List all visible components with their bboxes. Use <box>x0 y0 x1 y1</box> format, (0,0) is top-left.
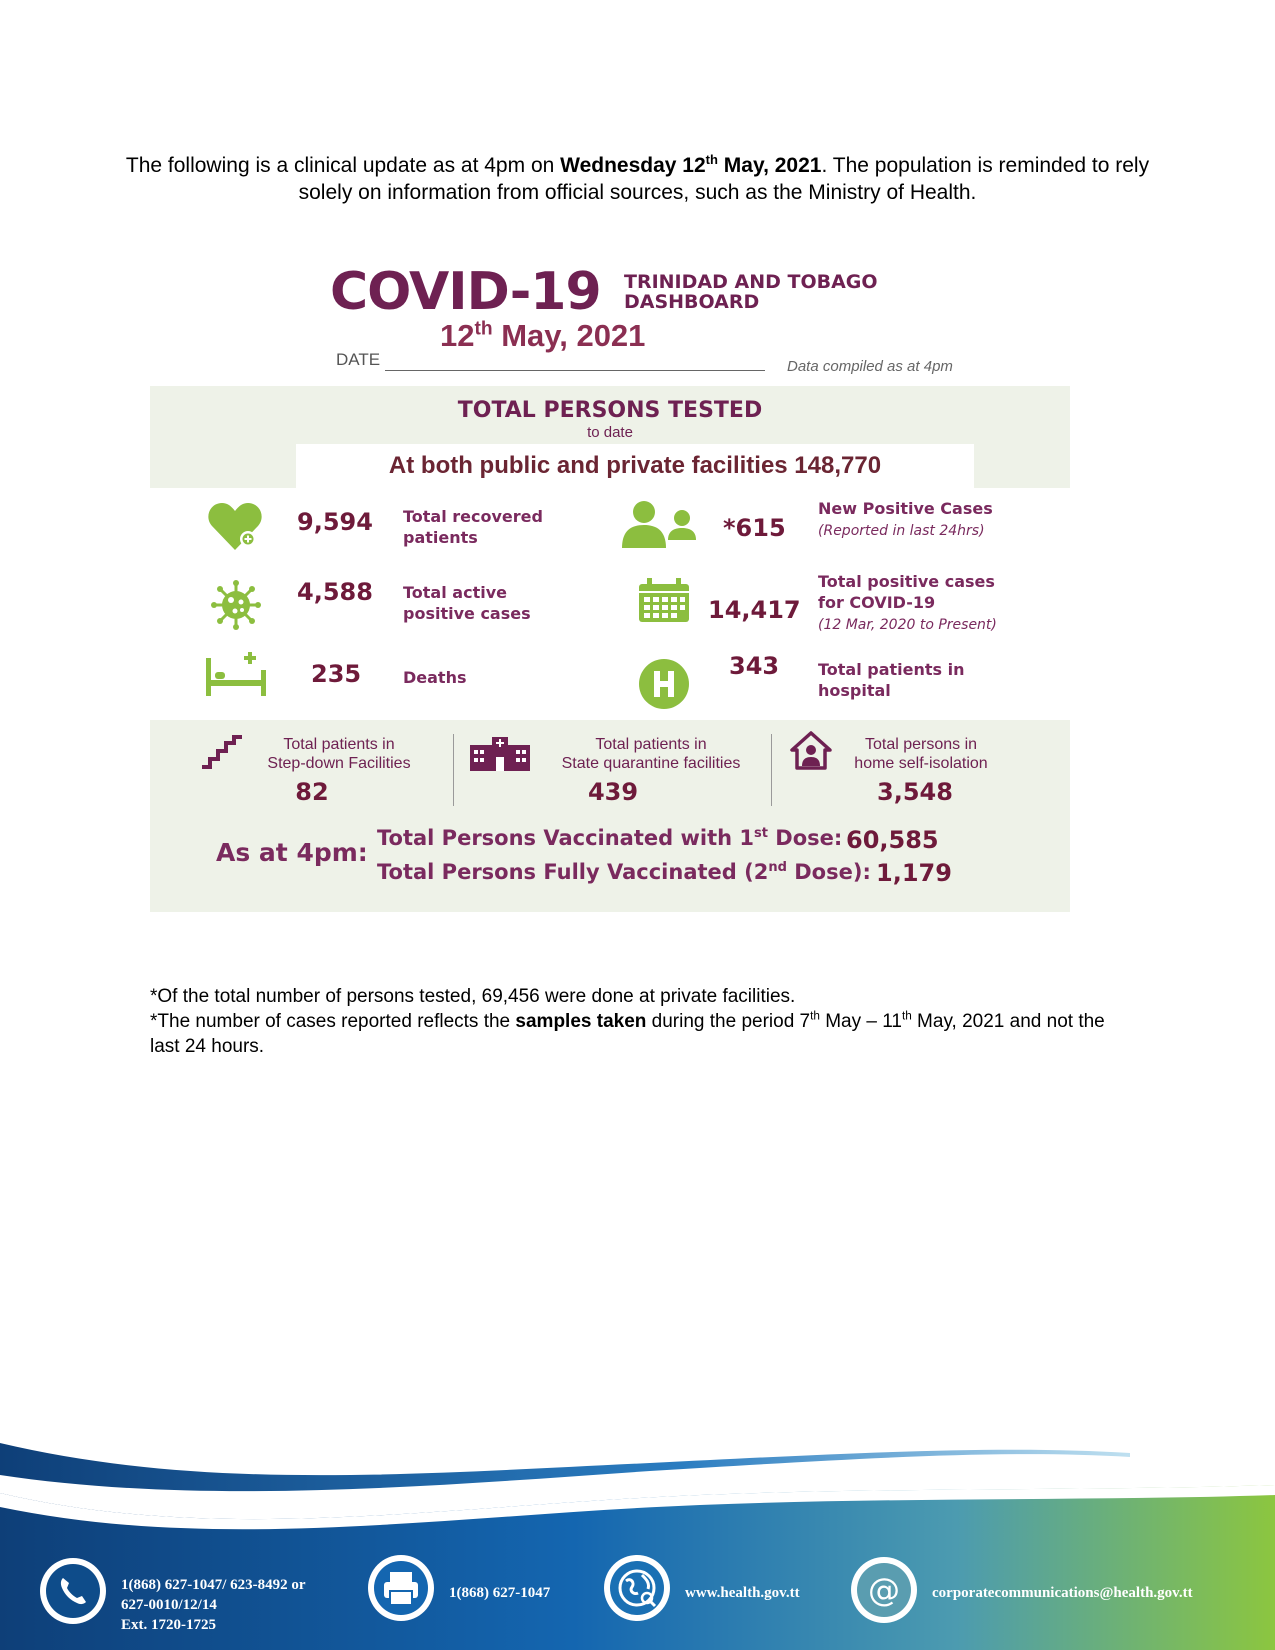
recovered-label <box>403 506 543 548</box>
active-label-1: Total active <box>403 583 507 602</box>
first-dose-label <box>377 826 842 850</box>
footnote-1: *Of the total number of persons tested, 69,456 were done at private facilities. <box>150 986 796 1007</box>
virus-icon <box>211 580 261 630</box>
intro-day-text: Wednesday 12 <box>560 154 706 177</box>
phone-line-2: 627-0010/12/14 <box>121 1597 217 1613</box>
website[interactable]: www.health.gov.tt <box>685 1585 800 1601</box>
fax-number: 1(868) 627-1047 <box>449 1585 551 1601</box>
new-cases-note: (Reported in last 24hrs) <box>818 523 985 539</box>
hospital-label-1: Total patients in <box>818 660 965 679</box>
svg-text:@: @ <box>868 1571 900 1609</box>
intro-day-sup: th <box>705 152 718 167</box>
printer-icon <box>368 1555 434 1621</box>
active-label <box>403 582 531 624</box>
intro-text-2: . The population is reminded to rely solely on information from official sources, such as the Ministry of Health. <box>298 154 1150 204</box>
recovered-label-1: Total recovered <box>403 507 543 526</box>
hospital-label-2: hospital <box>818 681 891 700</box>
phone-circle <box>40 1558 106 1624</box>
total-positive-label <box>818 571 997 636</box>
footnote-2-bold: samples taken <box>515 1011 647 1032</box>
quarantine-building-icon <box>468 735 532 771</box>
footnote-2-e: May, 2021 and not the last 24 hours. <box>150 1011 1105 1057</box>
intro-date-tail: May, 2021 <box>717 154 822 177</box>
compiled-note: Data compiled as at 4pm <box>787 358 953 375</box>
dashboard-date <box>440 318 645 354</box>
quarantine-label <box>540 735 762 773</box>
hospital-label <box>818 659 965 701</box>
deaths-value: 235 <box>311 660 362 688</box>
intro-text-1: The following is a clinical update as at 4pm on <box>125 154 561 177</box>
web-circle <box>604 1555 670 1621</box>
full-dose-value: 1,179 <box>876 859 952 887</box>
intro-paragraph <box>120 152 1155 206</box>
divider-1 <box>453 734 454 806</box>
total-positive-note: (12 Mar, 2020 to Present) <box>818 617 997 633</box>
stepdown-value: 82 <box>295 778 329 806</box>
date-sup: th <box>474 318 493 340</box>
footnote-2-c: during the period 7 <box>646 1011 811 1032</box>
footer <box>0 1435 1275 1650</box>
recovered-value: 9,594 <box>297 508 373 536</box>
stairs-icon <box>200 735 244 769</box>
heart-icon <box>207 500 263 552</box>
dashboard-title: COVID-19 <box>330 262 601 322</box>
dashboard-subtitle: TRINIDAD AND TOBAGO DASHBOARD <box>624 272 878 310</box>
active-label-2: positive cases <box>403 604 531 623</box>
full-dose-label <box>377 860 871 884</box>
stepdown-label-1: Total patients in <box>283 736 395 753</box>
total-positive-label-2: for COVID-19 <box>818 593 936 612</box>
footnote-2-d: May – 11 <box>819 1011 902 1032</box>
quarantine-value: 439 <box>587 778 639 806</box>
new-cases-value: *615 <box>723 514 786 542</box>
first-dose-label-a: Total Persons Vaccinated with 1 <box>377 826 754 850</box>
total-positive-label-1: Total positive cases <box>818 572 995 591</box>
new-cases-label-1: New Positive Cases <box>818 499 993 518</box>
hospital-bed-icon <box>204 650 268 698</box>
footnote-2-d-sup: th <box>901 1009 912 1023</box>
as-at-label: As at 4pm: <box>216 838 368 867</box>
footnote-2-a: *The number of cases reported reflects the <box>150 1011 516 1032</box>
recovered-label-2: patients <box>403 528 478 547</box>
hospital-value: 343 <box>729 652 780 680</box>
calendar-icon <box>637 578 691 624</box>
fax-circle <box>368 1555 434 1621</box>
hospital-h-icon <box>638 658 690 710</box>
date-underline <box>385 370 765 371</box>
email-circle <box>851 1557 917 1623</box>
quarantine-label-1: Total patients in <box>595 736 707 753</box>
tested-subtitle: to date <box>587 424 633 441</box>
full-dose-sup: nd <box>768 860 787 875</box>
date-day: 12 <box>440 318 475 353</box>
at-sign-icon <box>851 1557 917 1623</box>
home-label-2: home self-isolation <box>854 755 988 772</box>
phone-line-3: Ext. 1720-1725 <box>121 1617 216 1633</box>
home-label-1: Total persons in <box>864 736 978 753</box>
people-icon <box>620 500 700 550</box>
date-rest: May, 2021 <box>492 318 646 353</box>
home-isolation-value: 3,548 <box>877 778 953 806</box>
phone-numbers <box>121 1575 306 1635</box>
deaths-label: Deaths <box>403 668 467 687</box>
footnote-2 <box>150 1009 1130 1059</box>
new-cases-label <box>818 498 993 542</box>
divider-2 <box>771 734 772 806</box>
first-dose-label-b: Dose: <box>767 826 843 850</box>
tested-title: TOTAL PERSONS TESTED <box>457 398 763 423</box>
footnote-2-c-sup: th <box>810 1009 820 1023</box>
home-isolation-label <box>832 735 1010 773</box>
total-positive-value: 14,417 <box>708 596 801 624</box>
home-icon <box>790 730 832 770</box>
stepdown-label-2: Step-down Facilities <box>267 755 411 772</box>
first-dose-sup: st <box>754 826 768 841</box>
active-value: 4,588 <box>297 578 373 606</box>
first-dose-value: 60,585 <box>846 826 939 854</box>
stepdown-label <box>248 735 430 773</box>
phone-icon <box>40 1558 106 1624</box>
globe-icon <box>604 1555 670 1621</box>
footnotes <box>150 984 1130 1059</box>
full-dose-label-b: Dose): <box>786 860 871 884</box>
intro-day <box>560 154 821 177</box>
phone-line-1: 1(868) 627-1047/ 623-8492 or <box>121 1577 306 1593</box>
full-dose-label-a: Total Persons Fully Vaccinated (2 <box>377 860 769 884</box>
email-address[interactable]: corporatecommunications@health.gov.tt <box>932 1585 1193 1601</box>
tested-total: At both public and private facilities 148,770 <box>296 444 974 488</box>
quarantine-label-2: State quarantine facilities <box>561 755 741 772</box>
date-label: DATE <box>336 350 381 369</box>
